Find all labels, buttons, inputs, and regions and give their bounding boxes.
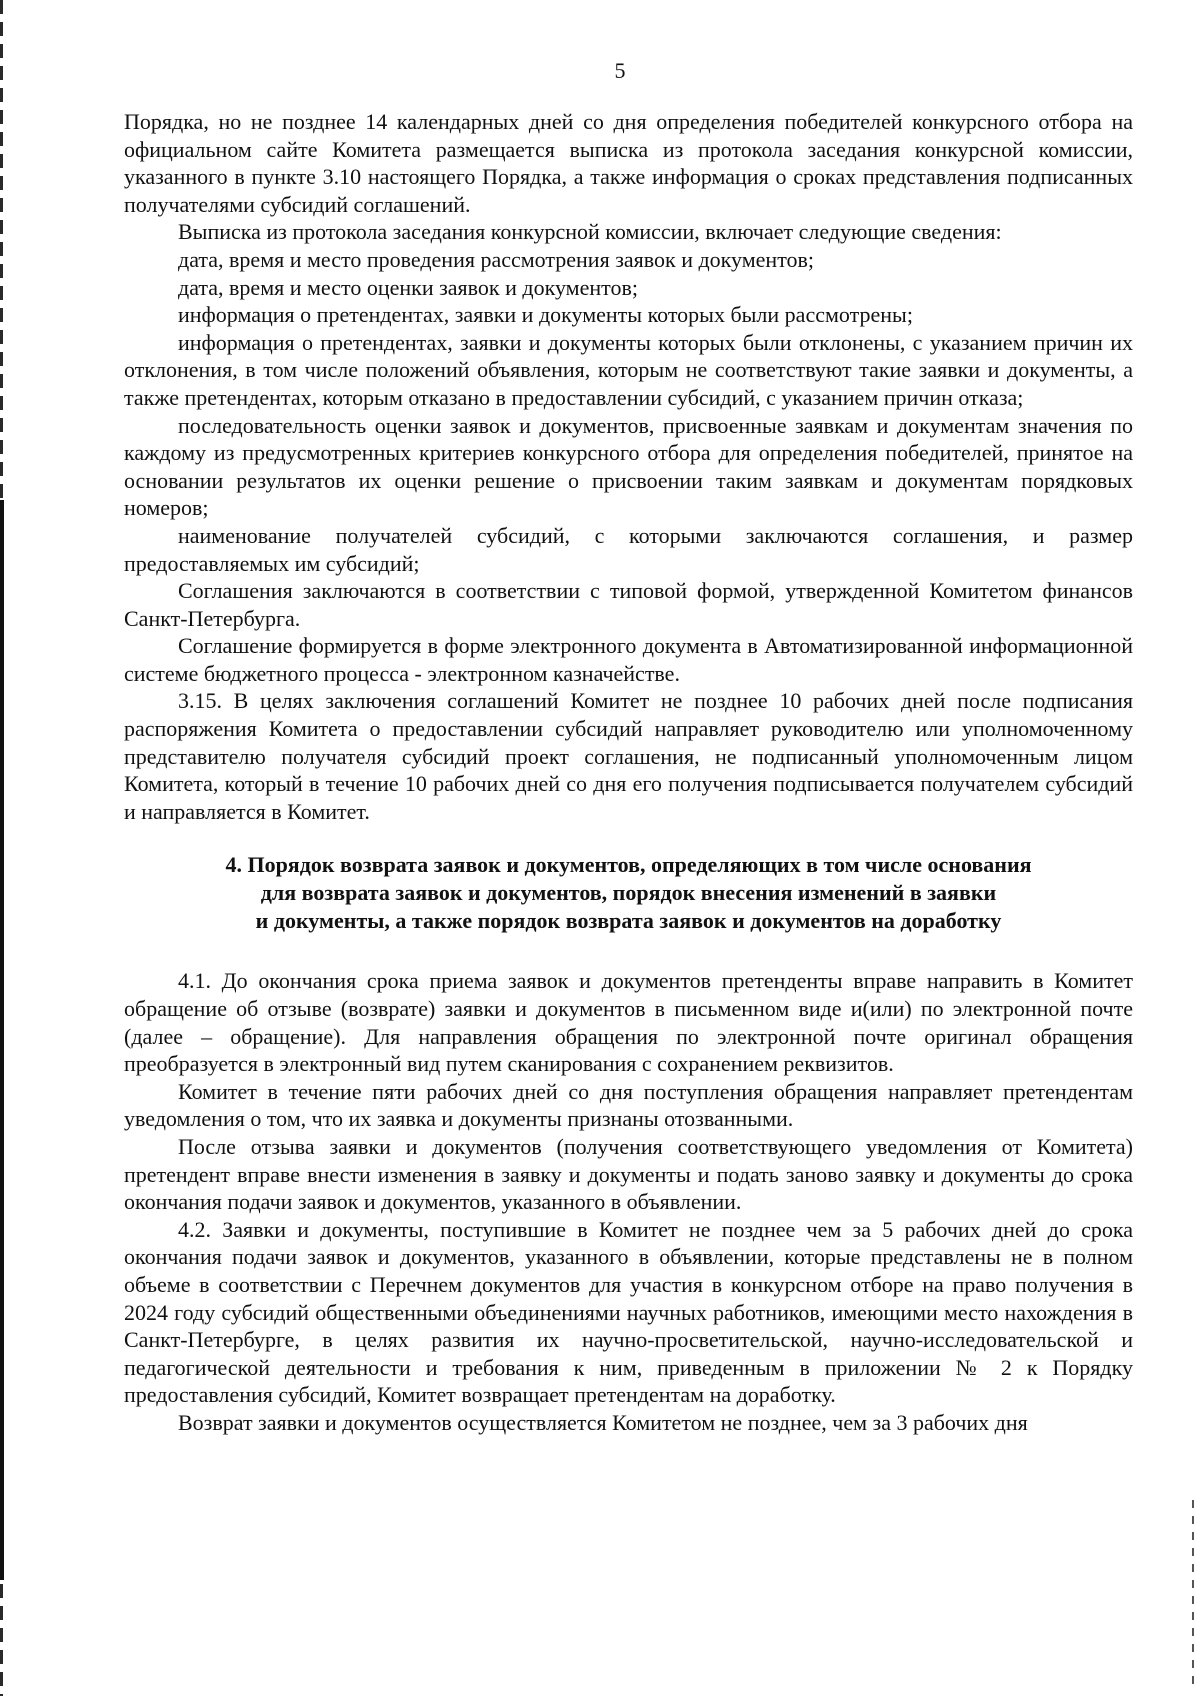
list-item: дата, время и место оценки заявок и документов; xyxy=(178,274,638,300)
paragraph: Соглашение формируется в форме электронного документа в Автоматизированной информационной системе бюджетного процесса - электронном казначействе. xyxy=(124,633,1133,686)
list-item: информация о претендентах, заявки и документы которых были отклонены, с указанием причин их отклонения, в том числе положений объявления, которым не соответствуют такие заявки и документы, а также претендентах, которым отказано в предоставлении субсидий, с указанием причин отказа; xyxy=(124,329,1133,410)
paragraph: Возврат заявки и документов осуществляется Комитетом не позднее, чем за 3 рабочих дня xyxy=(178,1409,1028,1435)
page-number: 5 xyxy=(614,58,626,83)
list-item: дата, время и место проведения рассмотрения заявок и документов; xyxy=(178,246,815,272)
paragraph-continuation: Порядка, но не позднее 14 календарных дней со дня определения победителей конкурсного отбора на официальном сайте Комитета размещается выписка из протокола заседания конкурсной комиссии, указанного в пункте 3.10 настоящего Порядка, а также информация о сроках представления подписанных получателями субсидий соглашений. xyxy=(124,109,1133,217)
document-body xyxy=(124,108,1133,1437)
paragraph: Соглашения заключаются в соответствии с типовой формой, утвержденной Комитетом финансов Санкт-Петербурга. xyxy=(124,578,1133,631)
list-item: последовательность оценки заявок и документов, присвоенные заявкам и документам значения по каждому из предусмотренных критериев конкурсного отбора для определения победителей, принятое на основании результатов их оценки решение о присвоении таким заявкам и документам порядковых номеров; xyxy=(124,412,1133,521)
section-heading xyxy=(124,851,1133,935)
section-heading-line: для возврата заявок и документов, порядок внесения изменений в заявки xyxy=(260,880,997,906)
section-heading-line: 4. Порядок возврата заявок и документов, определяющих в том числе основания xyxy=(225,852,1032,878)
paragraph-3-15: 3.15. В целях заключения соглашений Комитет не позднее 10 рабочих дней после подписания распоряжения Комитета о предоставлении субсидий направляет руководителю или уполномоченному представителю получателя субсидий проект соглашения, не подписанный уполномоченным лицом Комитета, который в течение 10 рабочих дней со дня его получения подписывается получателем субсидий и направляется в Комитет. xyxy=(124,688,1133,824)
paragraph-4-2: 4.2. Заявки и документы, поступившие в Комитет не позднее чем за 5 рабочих дней до срока окончания подачи заявок и документов, указанного в объявлении, которые представлены не в полном объеме в соответствии с Перечнем документов для участия в конкурсном отборе на право получения в 2024 году субсидий общественными объединениями научных работников, имеющими место нахождения в Санкт-Петербурге, в целях развития их научно-просветительской, научно-исследовательской и педагогической деятельности и требования к ним, приведенным в приложении № 2 к Порядку предоставления субсидий, Комитет возвращает претендентам на доработку. xyxy=(124,1216,1133,1408)
paragraph: Выписка из протокола заседания конкурсной комиссии, включает следующие сведения: xyxy=(178,219,1002,245)
list-item: информация о претендентах, заявки и документы которых были рассмотрены; xyxy=(178,302,913,328)
scan-edge-right xyxy=(1192,1500,1194,1690)
paragraph-4-1: 4.1. До окончания срока приема заявок и документов претенденты вправе направить в Комитет обращение об отзыве (возврате) заявки и документов в письменном виде и(или) по электронной почте (далее – обращение). Для направления обращения по электронной почте оригинал обращения преобразуется в электронный вид путем сканирования с сохранением реквизитов. xyxy=(124,968,1133,1077)
paragraph: После отзыва заявки и документов (получения соответствующего уведомления от Комитета) претендент вправе внести изменения в заявку и документы и подать заново заявку и документы до срока окончания подачи заявок и документов, указанного в объявлении. xyxy=(124,1134,1133,1215)
scan-edge-left-shadow xyxy=(0,500,4,1580)
list-item: наименование получателей субсидий, с которыми заключаются соглашения, и размер предоставляемых им субсидий; xyxy=(124,522,1133,576)
paragraph: Комитет в течение пяти рабочих дней со дня поступления обращения направляет претендентам уведомления о том, что их заявка и документы признаны отозванными. xyxy=(124,1078,1133,1132)
section-heading-line: и документы, а также порядок возврата заявок и документов на доработку xyxy=(255,908,1002,934)
